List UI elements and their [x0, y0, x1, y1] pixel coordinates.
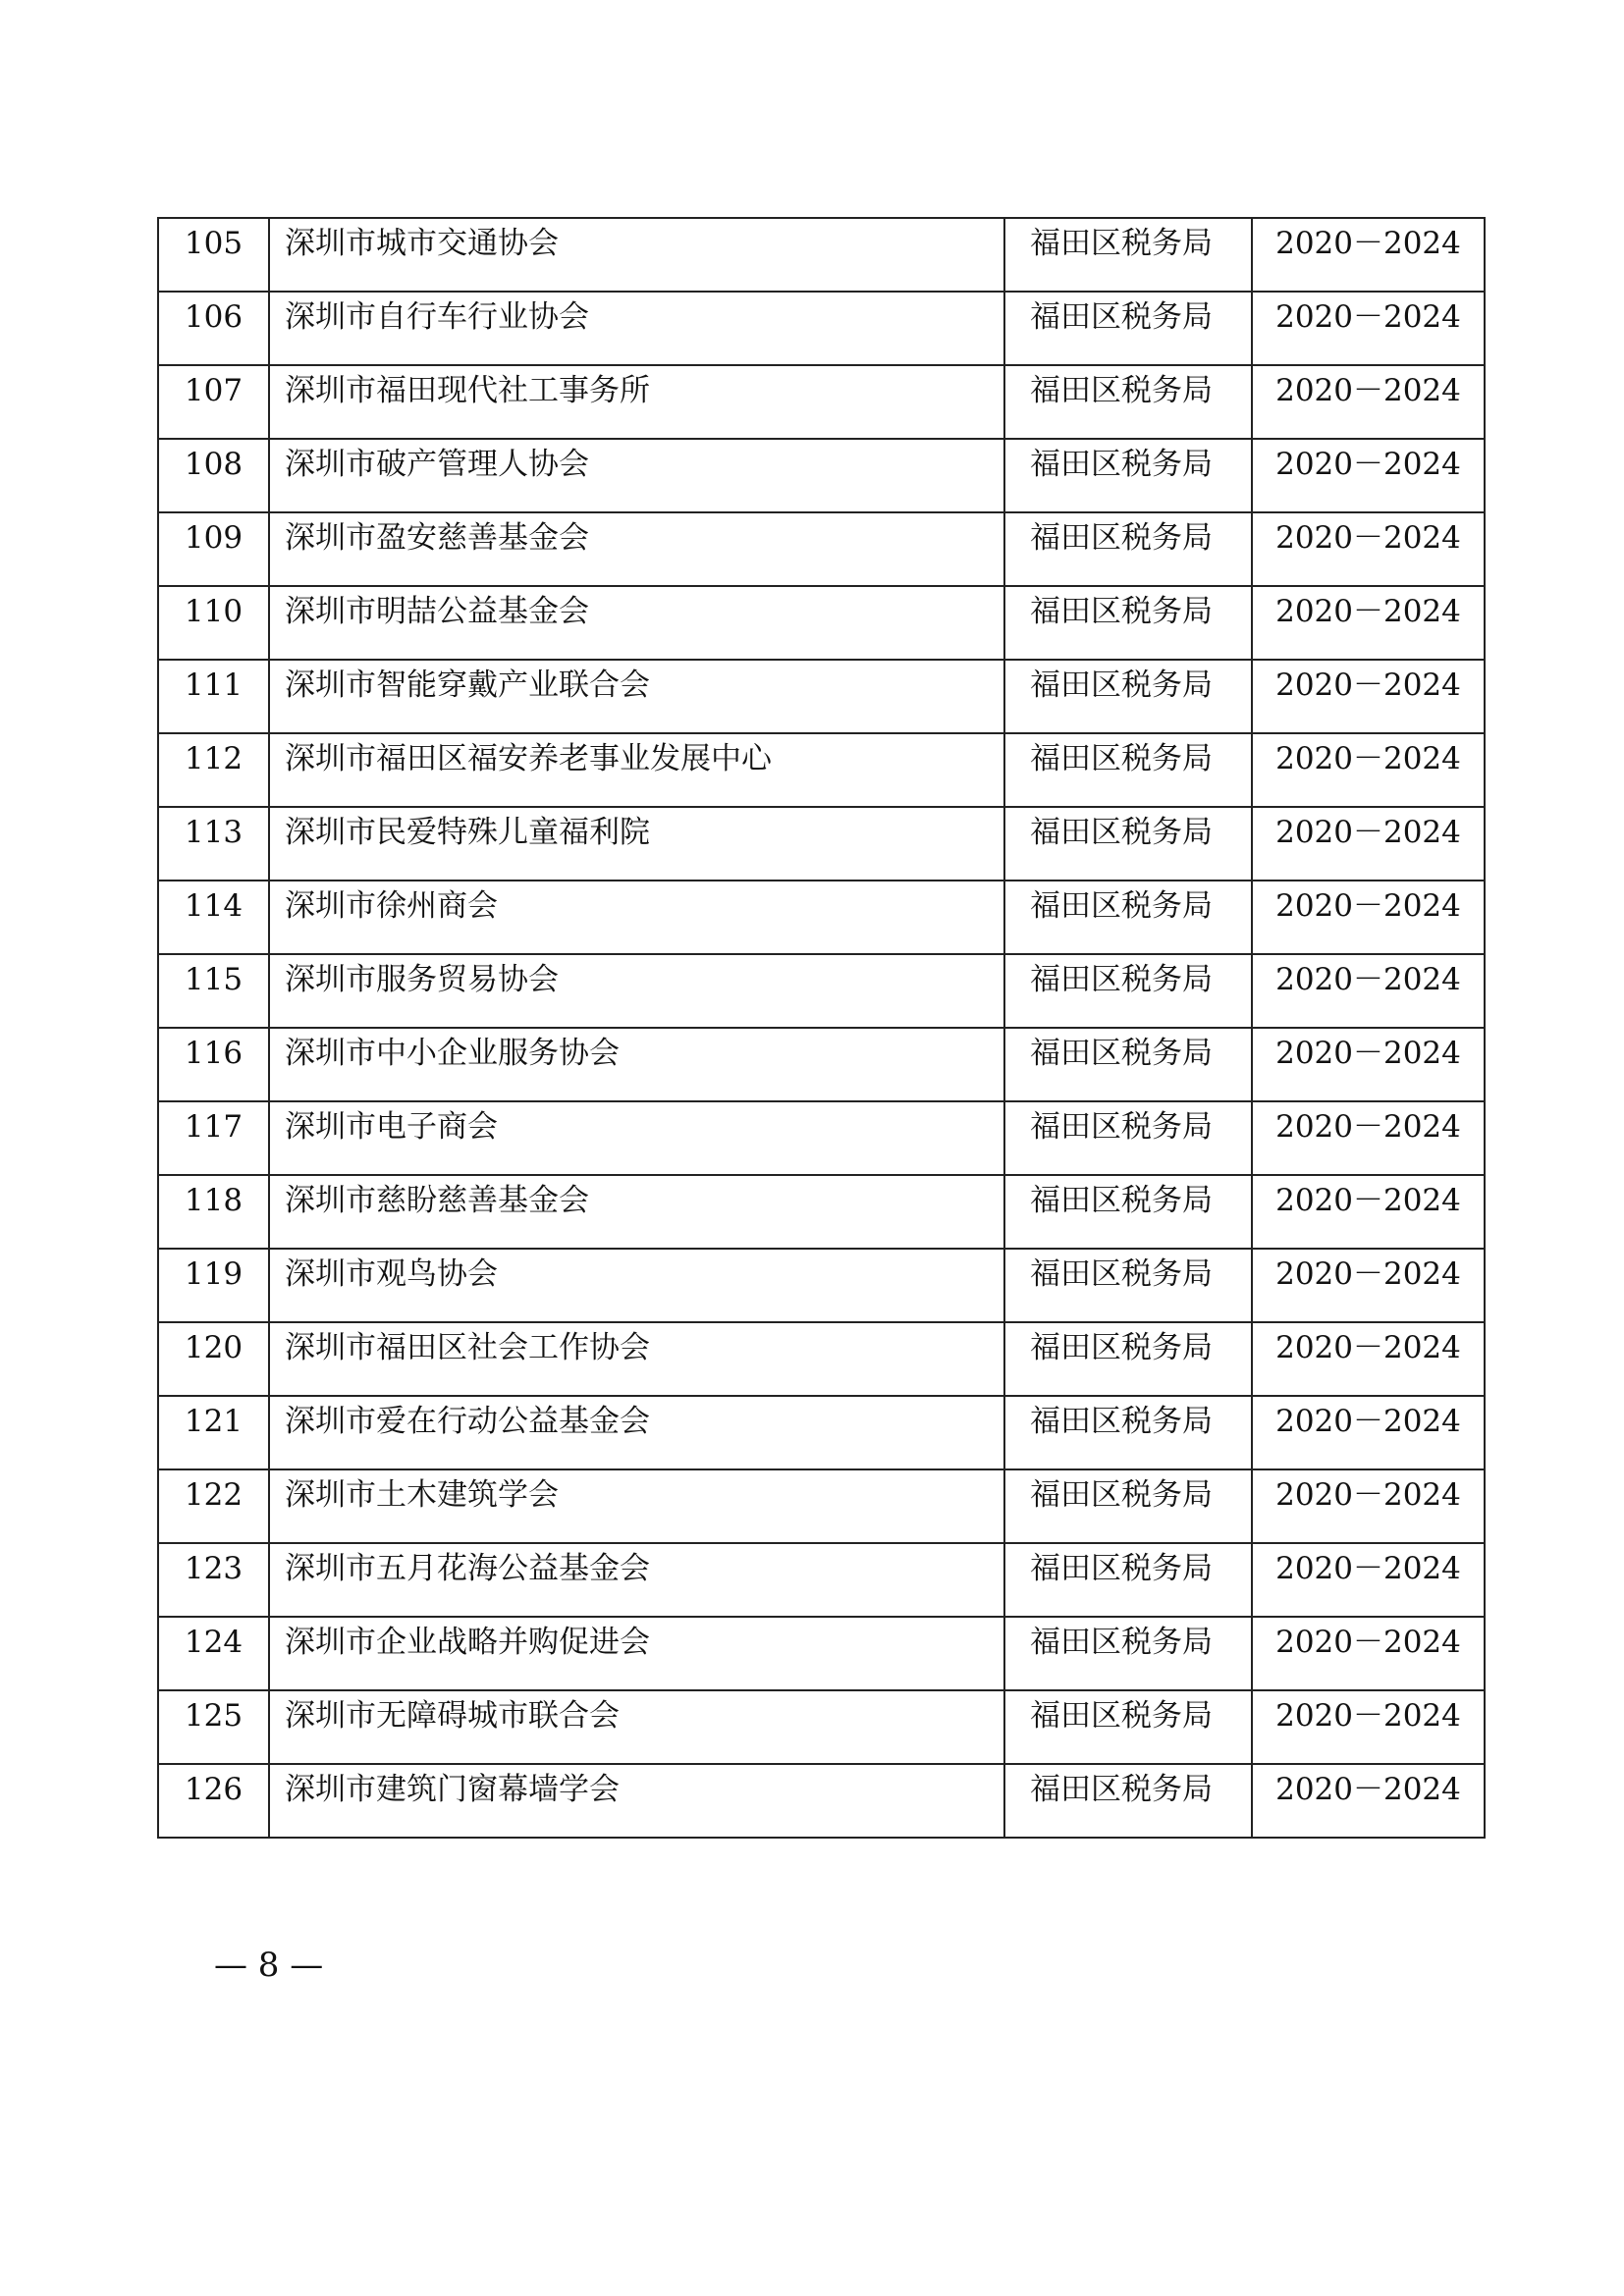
row-number: 121	[158, 1396, 269, 1469]
row-number: 109	[158, 512, 269, 586]
tax-authority: 福田区税务局	[1004, 512, 1252, 586]
row-number: 108	[158, 439, 269, 512]
tax-authority: 福田区税务局	[1004, 586, 1252, 660]
tax-authority: 福田区税务局	[1004, 1028, 1252, 1101]
validity-period: 2020－2024	[1252, 1322, 1485, 1396]
organization-name: 深圳市土木建筑学会	[269, 1469, 1004, 1543]
row-number: 113	[158, 807, 269, 881]
validity-period: 2020－2024	[1252, 1249, 1485, 1322]
validity-period: 2020－2024	[1252, 1101, 1485, 1175]
table-row	[158, 1764, 1485, 1838]
tax-authority: 福田区税务局	[1004, 1396, 1252, 1469]
tax-authority: 福田区税务局	[1004, 1322, 1252, 1396]
tax-authority: 福田区税务局	[1004, 1469, 1252, 1543]
table-row	[158, 1322, 1485, 1396]
tax-authority: 福田区税务局	[1004, 881, 1252, 954]
validity-period: 2020－2024	[1252, 660, 1485, 733]
tax-authority: 福田区税务局	[1004, 1249, 1252, 1322]
organization-name: 深圳市中小企业服务协会	[269, 1028, 1004, 1101]
organization-name: 深圳市电子商会	[269, 1101, 1004, 1175]
row-number: 122	[158, 1469, 269, 1543]
table-row	[158, 954, 1485, 1028]
tax-authority: 福田区税务局	[1004, 1101, 1252, 1175]
organization-name: 深圳市五月花海公益基金会	[269, 1543, 1004, 1617]
table-row	[158, 586, 1485, 660]
validity-period: 2020－2024	[1252, 218, 1485, 292]
row-number: 126	[158, 1764, 269, 1838]
validity-period: 2020－2024	[1252, 881, 1485, 954]
validity-period: 2020－2024	[1252, 1617, 1485, 1690]
tax-authority: 福田区税务局	[1004, 1543, 1252, 1617]
tax-authority: 福田区税务局	[1004, 292, 1252, 365]
validity-period: 2020－2024	[1252, 292, 1485, 365]
organization-name: 深圳市盈安慈善基金会	[269, 512, 1004, 586]
row-number: 112	[158, 733, 269, 807]
validity-period: 2020－2024	[1252, 1543, 1485, 1617]
tax-authority: 福田区税务局	[1004, 660, 1252, 733]
table-row	[158, 733, 1485, 807]
organization-name: 深圳市智能穿戴产业联合会	[269, 660, 1004, 733]
validity-period: 2020－2024	[1252, 1175, 1485, 1249]
organization-name: 深圳市福田区社会工作协会	[269, 1322, 1004, 1396]
table-row	[158, 1396, 1485, 1469]
table-body	[158, 218, 1485, 1838]
row-number: 124	[158, 1617, 269, 1690]
organization-name: 深圳市爱在行动公益基金会	[269, 1396, 1004, 1469]
row-number: 107	[158, 365, 269, 439]
validity-period: 2020－2024	[1252, 365, 1485, 439]
validity-period: 2020－2024	[1252, 733, 1485, 807]
table-row	[158, 1469, 1485, 1543]
table-row	[158, 1249, 1485, 1322]
tax-authority: 福田区税务局	[1004, 218, 1252, 292]
tax-authority: 福田区税务局	[1004, 733, 1252, 807]
tax-authority: 福田区税务局	[1004, 439, 1252, 512]
organization-name: 深圳市徐州商会	[269, 881, 1004, 954]
row-number: 125	[158, 1690, 269, 1764]
organization-name: 深圳市慈盼慈善基金会	[269, 1175, 1004, 1249]
table-row	[158, 807, 1485, 881]
table-row	[158, 292, 1485, 365]
organization-name: 深圳市明喆公益基金会	[269, 586, 1004, 660]
tax-authority: 福田区税务局	[1004, 807, 1252, 881]
table-row	[158, 660, 1485, 733]
row-number: 110	[158, 586, 269, 660]
validity-period: 2020－2024	[1252, 439, 1485, 512]
row-number: 115	[158, 954, 269, 1028]
row-number: 116	[158, 1028, 269, 1101]
row-number: 118	[158, 1175, 269, 1249]
table-row	[158, 1617, 1485, 1690]
validity-period: 2020－2024	[1252, 1690, 1485, 1764]
organization-name: 深圳市民爱特殊儿童福利院	[269, 807, 1004, 881]
table-row	[158, 512, 1485, 586]
table-row	[158, 365, 1485, 439]
organization-name: 深圳市破产管理人协会	[269, 439, 1004, 512]
table-row	[158, 439, 1485, 512]
organization-name: 深圳市无障碍城市联合会	[269, 1690, 1004, 1764]
tax-authority: 福田区税务局	[1004, 954, 1252, 1028]
tax-authority: 福田区税务局	[1004, 1617, 1252, 1690]
organization-name: 深圳市服务贸易协会	[269, 954, 1004, 1028]
organization-name: 深圳市城市交通协会	[269, 218, 1004, 292]
organization-name: 深圳市观鸟协会	[269, 1249, 1004, 1322]
organization-table	[157, 217, 1486, 1839]
organization-name: 深圳市自行车行业协会	[269, 292, 1004, 365]
validity-period: 2020－2024	[1252, 512, 1485, 586]
row-number: 123	[158, 1543, 269, 1617]
validity-period: 2020－2024	[1252, 586, 1485, 660]
row-number: 111	[158, 660, 269, 733]
row-number: 106	[158, 292, 269, 365]
table-row	[158, 218, 1485, 292]
validity-period: 2020－2024	[1252, 1764, 1485, 1838]
validity-period: 2020－2024	[1252, 807, 1485, 881]
organization-name: 深圳市企业战略并购促进会	[269, 1617, 1004, 1690]
validity-period: 2020－2024	[1252, 1028, 1485, 1101]
row-number: 120	[158, 1322, 269, 1396]
row-number: 114	[158, 881, 269, 954]
table-row	[158, 1543, 1485, 1617]
table-row	[158, 1175, 1485, 1249]
validity-period: 2020－2024	[1252, 1469, 1485, 1543]
organization-name: 深圳市福田现代社工事务所	[269, 365, 1004, 439]
validity-period: 2020－2024	[1252, 954, 1485, 1028]
organization-name: 深圳市建筑门窗幕墙学会	[269, 1764, 1004, 1838]
table-row	[158, 1690, 1485, 1764]
tax-authority: 福田区税务局	[1004, 1690, 1252, 1764]
page-number: — 8 —	[214, 1946, 324, 1985]
tax-authority: 福田区税务局	[1004, 1175, 1252, 1249]
table-row	[158, 1028, 1485, 1101]
row-number: 119	[158, 1249, 269, 1322]
table-row	[158, 1101, 1485, 1175]
row-number: 105	[158, 218, 269, 292]
organization-name: 深圳市福田区福安养老事业发展中心	[269, 733, 1004, 807]
tax-authority: 福田区税务局	[1004, 365, 1252, 439]
tax-authority: 福田区税务局	[1004, 1764, 1252, 1838]
table-row	[158, 881, 1485, 954]
validity-period: 2020－2024	[1252, 1396, 1485, 1469]
row-number: 117	[158, 1101, 269, 1175]
